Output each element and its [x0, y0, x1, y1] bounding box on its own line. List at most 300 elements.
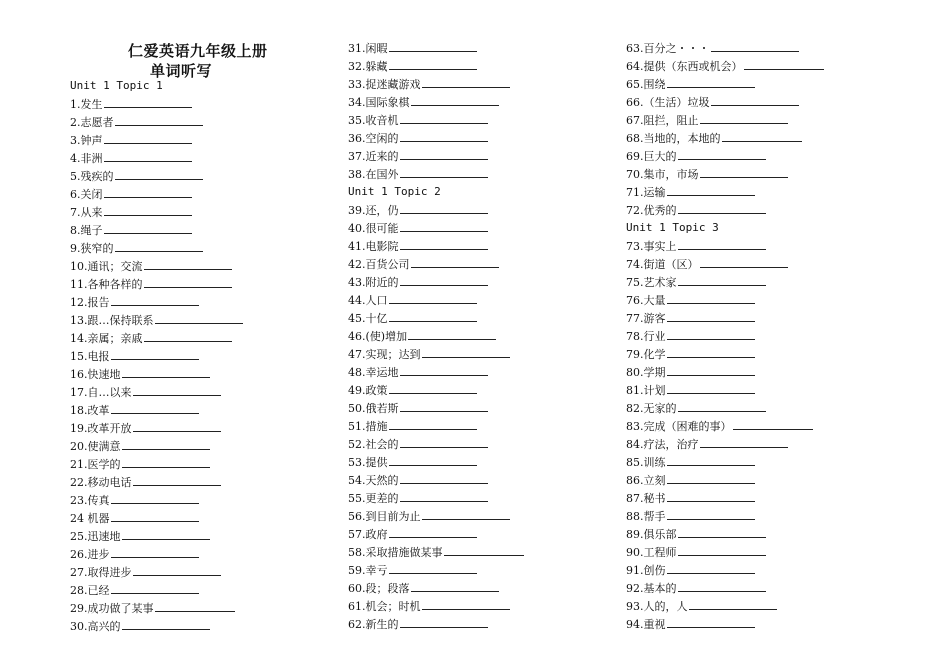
item-number: 5.	[70, 170, 81, 183]
vocab-item	[70, 491, 199, 509]
item-number: 50.	[348, 402, 366, 415]
answer-blank[interactable]	[700, 255, 788, 268]
vocab-item	[70, 599, 235, 617]
item-number: 21.	[70, 458, 88, 471]
answer-blank[interactable]	[104, 131, 192, 144]
item-prompt: 机器	[84, 512, 110, 525]
answer-blank[interactable]	[133, 473, 221, 486]
answer-blank[interactable]	[400, 147, 488, 160]
vocab-item	[626, 417, 813, 435]
item-number: 60.	[348, 582, 366, 595]
item-prompt: 近来的	[365, 150, 399, 163]
item-prompt: 医学的	[87, 458, 121, 471]
answer-blank[interactable]	[400, 111, 488, 124]
item-prompt: 大量	[643, 294, 666, 307]
answer-blank[interactable]	[678, 237, 766, 250]
vocab-item	[348, 471, 488, 489]
item-prompt: 已经	[87, 584, 110, 597]
item-prompt: 化学	[643, 348, 666, 361]
item-prompt: 空闲的	[365, 132, 399, 145]
answer-blank[interactable]	[678, 147, 766, 160]
answer-blank[interactable]	[155, 599, 235, 612]
item-number: 79.	[626, 348, 644, 361]
item-number: 93.	[626, 600, 644, 613]
answer-blank[interactable]	[111, 347, 199, 360]
item-prompt: 跟…保持联系	[87, 314, 154, 327]
item-prompt: 移动电话	[87, 476, 132, 489]
vocab-item	[70, 167, 203, 185]
answer-blank[interactable]	[400, 435, 488, 448]
item-number: 53.	[348, 456, 366, 469]
item-number: 19.	[70, 422, 88, 435]
answer-blank[interactable]	[667, 363, 755, 376]
item-number: 87.	[626, 492, 644, 505]
item-number: 26.	[70, 548, 88, 561]
item-prompt: 当地的，本地的	[643, 132, 721, 145]
answer-blank[interactable]	[400, 165, 488, 178]
item-number: 69.	[626, 150, 644, 163]
vocab-item	[626, 471, 755, 489]
answer-blank[interactable]	[389, 309, 477, 322]
vocab-item	[70, 617, 210, 635]
vocab-item	[348, 615, 488, 633]
item-prompt: 国际象棋	[365, 96, 410, 109]
answer-blank[interactable]	[111, 293, 199, 306]
item-number: 94.	[626, 618, 644, 631]
vocab-item	[626, 165, 788, 183]
item-number: 38.	[348, 168, 366, 181]
item-number: 16.	[70, 368, 88, 381]
vocab-item	[626, 489, 755, 507]
answer-blank[interactable]	[400, 363, 488, 376]
answer-blank[interactable]	[678, 273, 766, 286]
item-prompt: 快速地	[87, 368, 121, 381]
item-number: 35.	[348, 114, 366, 127]
item-number: 25.	[70, 530, 88, 543]
item-number: 73.	[626, 240, 644, 253]
item-number: 76.	[626, 294, 644, 307]
item-prompt: 政策	[365, 384, 388, 397]
item-prompt: 提供	[365, 456, 388, 469]
vocab-item	[70, 347, 199, 365]
item-number: 36.	[348, 132, 366, 145]
item-prompt: 俄若斯	[365, 402, 399, 415]
answer-blank[interactable]	[444, 543, 524, 556]
answer-blank[interactable]	[122, 617, 210, 630]
title-line-2: 单词听写	[150, 62, 213, 80]
answer-blank[interactable]	[155, 311, 243, 324]
vocab-item	[348, 93, 499, 111]
item-prompt: 电影院	[365, 240, 399, 253]
vocab-item	[348, 399, 488, 417]
answer-blank[interactable]	[389, 453, 477, 466]
item-number: 90.	[626, 546, 644, 559]
answer-blank[interactable]	[667, 381, 755, 394]
answer-blank[interactable]	[678, 201, 766, 214]
item-number: 61.	[348, 600, 366, 613]
item-prompt: 钟声	[80, 134, 103, 147]
vocab-item	[348, 129, 488, 147]
vocab-item	[626, 237, 766, 255]
vocab-item	[70, 509, 199, 527]
item-number: 13.	[70, 314, 88, 327]
item-number: 84.	[626, 438, 644, 451]
item-number: 6.	[70, 188, 81, 201]
answer-blank[interactable]	[700, 165, 788, 178]
item-prompt: 志愿者	[80, 116, 114, 129]
vocab-item	[626, 183, 755, 201]
item-number: 42.	[348, 258, 366, 271]
item-prompt: 社会的	[365, 438, 399, 451]
item-number: 85.	[626, 456, 644, 469]
item-prompt: 采取措施做某事	[365, 546, 443, 559]
item-number: 8.	[70, 224, 81, 237]
item-number: 28.	[70, 584, 88, 597]
vocab-item	[348, 219, 488, 237]
answer-blank[interactable]	[122, 437, 210, 450]
vocab-item	[70, 113, 203, 131]
item-number: 40.	[348, 222, 366, 235]
vocab-item	[348, 57, 477, 75]
vocab-item	[348, 111, 488, 129]
item-number: 11.	[70, 278, 88, 291]
item-prompt: 阻拦，阻止	[643, 114, 699, 127]
answer-blank[interactable]	[144, 329, 232, 342]
item-prompt: 俱乐部	[643, 528, 677, 541]
item-number: 66.	[626, 96, 644, 109]
item-number: 56.	[348, 510, 366, 523]
answer-blank[interactable]	[104, 185, 192, 198]
vocab-item	[626, 543, 766, 561]
answer-blank[interactable]	[104, 149, 192, 162]
vocab-item	[70, 455, 210, 473]
answer-blank[interactable]	[122, 455, 210, 468]
item-prompt: 运输	[643, 186, 666, 199]
item-prompt: 残疾的	[80, 170, 114, 183]
item-prompt: 报告	[87, 296, 110, 309]
answer-blank[interactable]	[144, 257, 232, 270]
answer-blank[interactable]	[667, 489, 755, 502]
vocab-item	[348, 237, 488, 255]
answer-blank[interactable]	[144, 275, 232, 288]
item-prompt: 事实上	[643, 240, 677, 253]
vocab-item	[626, 453, 755, 471]
item-number: 52.	[348, 438, 366, 451]
vocab-item	[70, 149, 192, 167]
item-number: 49.	[348, 384, 366, 397]
item-prompt: 训练	[643, 456, 666, 469]
vocab-item	[626, 309, 755, 327]
answer-blank[interactable]	[115, 113, 203, 126]
answer-blank[interactable]	[111, 491, 199, 504]
answer-blank[interactable]	[733, 417, 813, 430]
answer-blank[interactable]	[411, 93, 499, 106]
vocab-item	[70, 185, 192, 203]
item-prompt: 收音机	[365, 114, 399, 127]
item-number: 15.	[70, 350, 88, 363]
item-prompt: 十亿	[365, 312, 388, 325]
item-number: 89.	[626, 528, 644, 541]
item-prompt: 街道（区）	[643, 258, 699, 271]
vocab-item	[70, 95, 192, 113]
answer-blank[interactable]	[400, 471, 488, 484]
vocab-item	[348, 597, 510, 615]
item-prompt: 优秀的	[643, 204, 677, 217]
answer-blank[interactable]	[667, 615, 755, 628]
answer-blank[interactable]	[115, 167, 203, 180]
item-prompt: 在国外	[365, 168, 399, 181]
answer-blank[interactable]	[389, 39, 477, 52]
item-number: 75.	[626, 276, 644, 289]
item-prompt: 立刻	[643, 474, 666, 487]
item-prompt: 巨大的	[643, 150, 677, 163]
answer-blank[interactable]	[400, 489, 488, 502]
section-heading: Unit 1 Topic 1	[70, 79, 163, 92]
item-number: 39.	[348, 204, 366, 217]
item-number: 4.	[70, 152, 81, 165]
answer-blank[interactable]	[104, 95, 192, 108]
item-number: 48.	[348, 366, 366, 379]
item-number: 31.	[348, 42, 366, 55]
item-number: 20.	[70, 440, 88, 453]
item-prompt: 高兴的	[87, 620, 121, 633]
answer-blank[interactable]	[408, 327, 496, 340]
item-prompt: 到目前为止	[365, 510, 421, 523]
item-prompt: 百分之・・・	[643, 42, 710, 55]
answer-blank[interactable]	[111, 581, 199, 594]
item-number: 23.	[70, 494, 88, 507]
answer-blank[interactable]	[389, 381, 477, 394]
item-number: 10.	[70, 260, 88, 273]
vocab-item	[626, 93, 799, 111]
item-number: 41.	[348, 240, 366, 253]
answer-blank[interactable]	[689, 597, 777, 610]
item-prompt: 各种各样的	[87, 278, 143, 291]
vocab-item	[348, 309, 477, 327]
answer-blank[interactable]	[722, 129, 802, 142]
item-number: 62.	[348, 618, 366, 631]
vocab-item	[626, 579, 766, 597]
item-number: 45.	[348, 312, 366, 325]
answer-blank[interactable]	[400, 273, 488, 286]
item-prompt: 措施	[365, 420, 388, 433]
item-number: 12.	[70, 296, 88, 309]
vocab-item	[70, 311, 243, 329]
item-number: 59.	[348, 564, 366, 577]
vocab-item	[348, 507, 510, 525]
item-prompt: 段；段落	[365, 582, 410, 595]
answer-blank[interactable]	[667, 75, 755, 88]
vocab-item	[348, 345, 510, 363]
item-number: 1.	[70, 98, 81, 111]
answer-blank[interactable]	[400, 219, 488, 232]
item-prompt: 从来	[80, 206, 103, 219]
vocab-item	[70, 437, 210, 455]
item-number: 65.	[626, 78, 644, 91]
vocab-item	[626, 75, 755, 93]
vocab-item	[348, 489, 488, 507]
answer-blank[interactable]	[711, 93, 799, 106]
item-prompt: 提供（东西或机会）	[643, 60, 743, 73]
vocab-item	[70, 401, 199, 419]
item-prompt: 疗法，治疗	[643, 438, 699, 451]
item-prompt: 围绕	[643, 78, 666, 91]
item-prompt: 闲暇	[365, 42, 388, 55]
vocab-item	[626, 597, 777, 615]
item-number: 67.	[626, 114, 644, 127]
answer-blank[interactable]	[133, 383, 221, 396]
item-number: 91.	[626, 564, 644, 577]
item-number: 51.	[348, 420, 366, 433]
answer-blank[interactable]	[104, 203, 192, 216]
answer-blank[interactable]	[400, 399, 488, 412]
answer-blank[interactable]	[667, 507, 755, 520]
answer-blank[interactable]	[111, 509, 199, 522]
item-number: 27.	[70, 566, 88, 579]
item-prompt: 还，仍	[365, 204, 399, 217]
answer-blank[interactable]	[667, 291, 755, 304]
item-prompt: 百货公司	[365, 258, 410, 271]
answer-blank[interactable]	[711, 39, 799, 52]
answer-blank[interactable]	[667, 309, 755, 322]
item-number: 46.	[348, 330, 366, 343]
item-number: 57.	[348, 528, 366, 541]
item-prompt: 计划	[643, 384, 666, 397]
vocab-item	[70, 131, 192, 149]
answer-blank[interactable]	[122, 365, 210, 378]
answer-blank[interactable]	[400, 615, 488, 628]
answer-blank[interactable]	[411, 255, 499, 268]
item-prompt: 创伤	[643, 564, 666, 577]
item-number: 83.	[626, 420, 644, 433]
item-number: 88.	[626, 510, 644, 523]
vocab-item	[348, 561, 477, 579]
answer-blank[interactable]	[122, 527, 210, 540]
item-prompt: 实现；达到	[365, 348, 421, 361]
item-prompt: 发生	[80, 98, 103, 111]
answer-blank[interactable]	[678, 525, 766, 538]
answer-blank[interactable]	[133, 563, 221, 576]
title-line-1: 仁爱英语九年级上册	[128, 42, 268, 60]
item-prompt: 政府	[365, 528, 388, 541]
item-prompt: 很可能	[365, 222, 399, 235]
vocab-item	[70, 275, 232, 293]
item-prompt: 亲属；亲戚	[87, 332, 143, 345]
answer-blank[interactable]	[400, 201, 488, 214]
item-number: 24	[70, 512, 84, 525]
vocab-item	[626, 435, 788, 453]
vocab-item	[626, 345, 755, 363]
item-number: 80.	[626, 366, 644, 379]
item-prompt: （生活）垃圾	[643, 96, 710, 109]
vocab-item	[348, 381, 477, 399]
answer-blank[interactable]	[422, 345, 510, 358]
answer-blank[interactable]	[422, 75, 510, 88]
answer-blank[interactable]	[389, 561, 477, 574]
item-number: 22.	[70, 476, 88, 489]
answer-blank[interactable]	[389, 57, 477, 70]
item-prompt: 改革开放	[87, 422, 132, 435]
vocab-item	[348, 75, 510, 93]
answer-blank[interactable]	[115, 239, 203, 252]
item-number: 37.	[348, 150, 366, 163]
item-number: 34.	[348, 96, 366, 109]
item-number: 55.	[348, 492, 366, 505]
vocab-item	[70, 293, 199, 311]
vocab-item	[348, 39, 477, 57]
vocab-item	[626, 147, 766, 165]
item-prompt: 成功做了某事	[87, 602, 154, 615]
item-prompt: 行业	[643, 330, 666, 343]
answer-blank[interactable]	[667, 561, 755, 574]
item-number: 72.	[626, 204, 644, 217]
vocab-item	[70, 383, 221, 401]
vocab-item	[70, 545, 199, 563]
answer-blank[interactable]	[411, 579, 499, 592]
vocab-item	[348, 255, 499, 273]
vocab-item	[626, 291, 755, 309]
answer-blank[interactable]	[111, 401, 199, 414]
section-heading: Unit 1 Topic 2	[348, 185, 441, 198]
item-number: 43.	[348, 276, 366, 289]
answer-blank[interactable]	[700, 111, 788, 124]
item-prompt: 关闭	[80, 188, 103, 201]
answer-blank[interactable]	[400, 237, 488, 250]
vocab-item	[70, 329, 232, 347]
item-prompt: 取得进步	[87, 566, 132, 579]
answer-blank[interactable]	[678, 399, 766, 412]
answer-blank[interactable]	[667, 471, 755, 484]
vocab-item	[70, 563, 221, 581]
item-number: 29.	[70, 602, 88, 615]
page-title	[128, 40, 268, 61]
answer-blank[interactable]	[744, 57, 824, 70]
item-number: 3.	[70, 134, 81, 147]
answer-blank[interactable]	[104, 221, 192, 234]
item-prompt: 秘书	[643, 492, 666, 505]
answer-blank[interactable]	[667, 183, 755, 196]
vocab-item	[626, 363, 755, 381]
vocab-item	[70, 581, 199, 599]
answer-blank[interactable]	[700, 435, 788, 448]
item-prompt: 艺术家	[643, 276, 677, 289]
item-prompt: 无家的	[643, 402, 677, 415]
item-prompt: 重视	[643, 618, 666, 631]
vocab-item	[348, 417, 477, 435]
vocab-item	[348, 453, 477, 471]
answer-blank[interactable]	[422, 597, 510, 610]
item-prompt: 通讯；交流	[87, 260, 143, 273]
answer-blank[interactable]	[667, 453, 755, 466]
vocab-item	[626, 201, 766, 219]
answer-blank[interactable]	[678, 543, 766, 556]
answer-blank[interactable]	[389, 291, 477, 304]
vocab-item	[348, 363, 488, 381]
answer-blank[interactable]	[667, 327, 755, 340]
item-number: 47.	[348, 348, 366, 361]
answer-blank[interactable]	[667, 345, 755, 358]
answer-blank[interactable]	[389, 417, 477, 430]
answer-blank[interactable]	[111, 545, 199, 558]
answer-blank[interactable]	[389, 525, 477, 538]
vocab-item	[70, 419, 221, 437]
answer-blank[interactable]	[678, 579, 766, 592]
answer-blank[interactable]	[422, 507, 510, 520]
answer-blank[interactable]	[400, 129, 488, 142]
answer-blank[interactable]	[133, 419, 221, 432]
item-prompt: 电报	[87, 350, 110, 363]
item-prompt: 游客	[643, 312, 666, 325]
